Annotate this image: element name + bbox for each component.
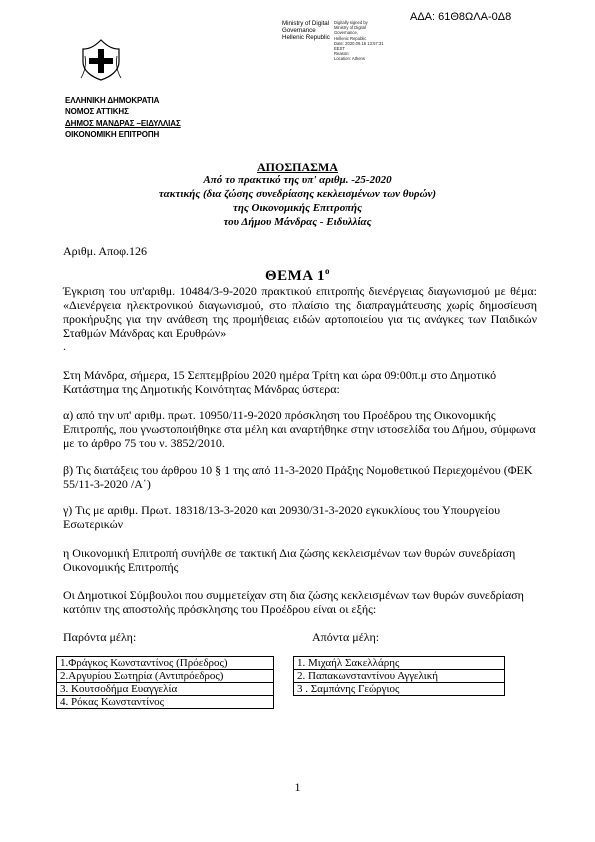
absent-members-table	[293, 656, 505, 696]
title-line: τακτικής (δια ζώσης συνεδρίασης κεκλεισμένων των θυρών)	[158, 188, 437, 200]
table-row	[294, 683, 505, 696]
paragraph-session: η Οικονομική Επιτροπή συνήλθε σε τακτική Δια ζώσης κεκλεισμένων των θυρών συνεδρίαση Οικονομικής Επιτροπής	[63, 546, 516, 574]
paragraph-circulars: γ) Τις με αριθμ. Πρωτ. 18318/13-3-2020 και 20930/31-3-2020 εγκυκλίους του Υπουργείου Εσωτερικών	[63, 503, 501, 531]
table-cell: 2.Αργυρίου Σωτηρία (Αντιπρόεδρος)	[57, 670, 274, 683]
table-cell: 3. Κουτσοδήμα Ευαγγελία	[57, 683, 274, 696]
subject-text: Έγκριση του υπ'αριθμ. 10484/3-9-2020 πρακτικού επιτροπής διενέργειας διαγωνισμού με θέμα: «Διενέργεια ηλεκτρονικού διαγωνισμού, στο πλαίσιο της διαπραγμάτευσης χωρίς δημοσίευση προκήρυξης για την ανάθεση της προμήθειας ειδών αρτοποιείου για τις ανάγκες των Παιδικών Σταθμών Μάνδρας και Ερυθρών»	[63, 284, 537, 340]
separator-dot: .	[63, 339, 66, 353]
table-cell: 4. Ρόκας Κωνσταντίνος	[57, 696, 274, 709]
ada-code: ΑΔΑ: 61Θ8ΩΛΑ-0Δ8	[410, 11, 512, 23]
title-line: Από το πρακτικό της υπ' αριθμ. -25-2020	[203, 174, 392, 186]
org-line: ΟΙΚΟΝΟΜΙΚΗ ΕΠΙΤΡΟΠΗ	[65, 129, 160, 139]
table-cell: 2. Παπακωνσταντίνου Αγγελική	[294, 670, 505, 683]
document-title: ΑΠΟΣΠΑΣΜΑ	[256, 160, 339, 174]
absent-members-label: Απόντα μέλη:	[312, 630, 380, 644]
title-line: του Δήμου Μάνδρας - Ειδυλλίας	[223, 216, 372, 228]
present-members-label: Παρόντα μέλη:	[63, 630, 137, 644]
table-row	[294, 657, 505, 670]
table-cell: 1. Μιχαήλ Σακελλάρης	[294, 657, 505, 670]
table-cell: 1.Φράγκος Κωνσταντίνος (Πρόεδρος)	[57, 657, 274, 670]
org-line: ΝΟΜΟΣ ΑΤΤΙΚΗΣ	[65, 107, 129, 117]
table-row	[57, 683, 274, 696]
table-row	[57, 670, 274, 683]
organization-header	[65, 95, 181, 140]
title-line: της Οικονομικής Επιτροπής	[232, 202, 362, 214]
present-members-table	[56, 656, 274, 709]
paragraph-invitation: α) από την υπ' αριθμ. πρωτ. 10950/11-9-2020 πρόσκληση του Προέδρου της Οικονομικής Επιτροπής, που γνωστοποιήθηκε στα μέλη και αναρτήθηκε στην ιστοσελίδα του Δήμου, σύμφωνα με το άρθρο 75 του ν. 3852/2010.	[63, 408, 536, 450]
subject-heading: ΘΕΜΑ $1^o$	[264, 266, 331, 284]
signature-details: Digitally signed by Ministry of Digital Governance, Hellenic Republic Date: 2020.09.16 13:57:31 EEST Reason: Location: Athens	[334, 20, 384, 62]
org-line: ΔΗΜΟΣ ΜΑΝΔΡΑΣ –ΕΙΔΥΛΛΙΑΣ	[65, 118, 181, 128]
decision-number: Αριθμ. Αποφ.126	[63, 244, 148, 258]
table-row	[57, 657, 274, 670]
paragraph-provisions: β) Τις διατάξεις του άρθρου 10 § 1 της από 11-3-2020 Πράξης Νομοθετικού Περιεχομένου (ΦΕΚ 55/11-3-2020 /Α΄)	[63, 463, 533, 491]
signature-issuer: Ministry of Digital Governance Hellenic Republic	[282, 20, 330, 41]
table-cell: 3 . Σαμπάνης Γεώργιος	[294, 683, 505, 696]
paragraph-members: Οι Δημοτικοί Σύμβουλοι που συμμετείχαν στη δια ζώσης κεκλεισμένων των θυρών συνεδρίαση κατόπιν της αποστολής πρόσκλησης του Προέδρου είναι οι εξής:	[63, 588, 524, 616]
org-line: ΕΛΛΗΝΙΚΗ ΔΗΜΟΚΡΑΤΙΑ	[65, 96, 160, 105]
greek-emblem-icon	[79, 38, 123, 82]
table-row	[57, 696, 274, 709]
page-number: 1	[294, 780, 301, 794]
paragraph-meeting: Στη Μάνδρα, σήμερα, 15 Σεπτεμβρίου 2020 ημέρα Τρίτη και ώρα 09:00π.μ στο Δημοτικό Κατάστημα της Δημοτικής Κοινότητας Μάνδρας ύστερα:	[63, 368, 497, 396]
table-row	[294, 670, 505, 683]
